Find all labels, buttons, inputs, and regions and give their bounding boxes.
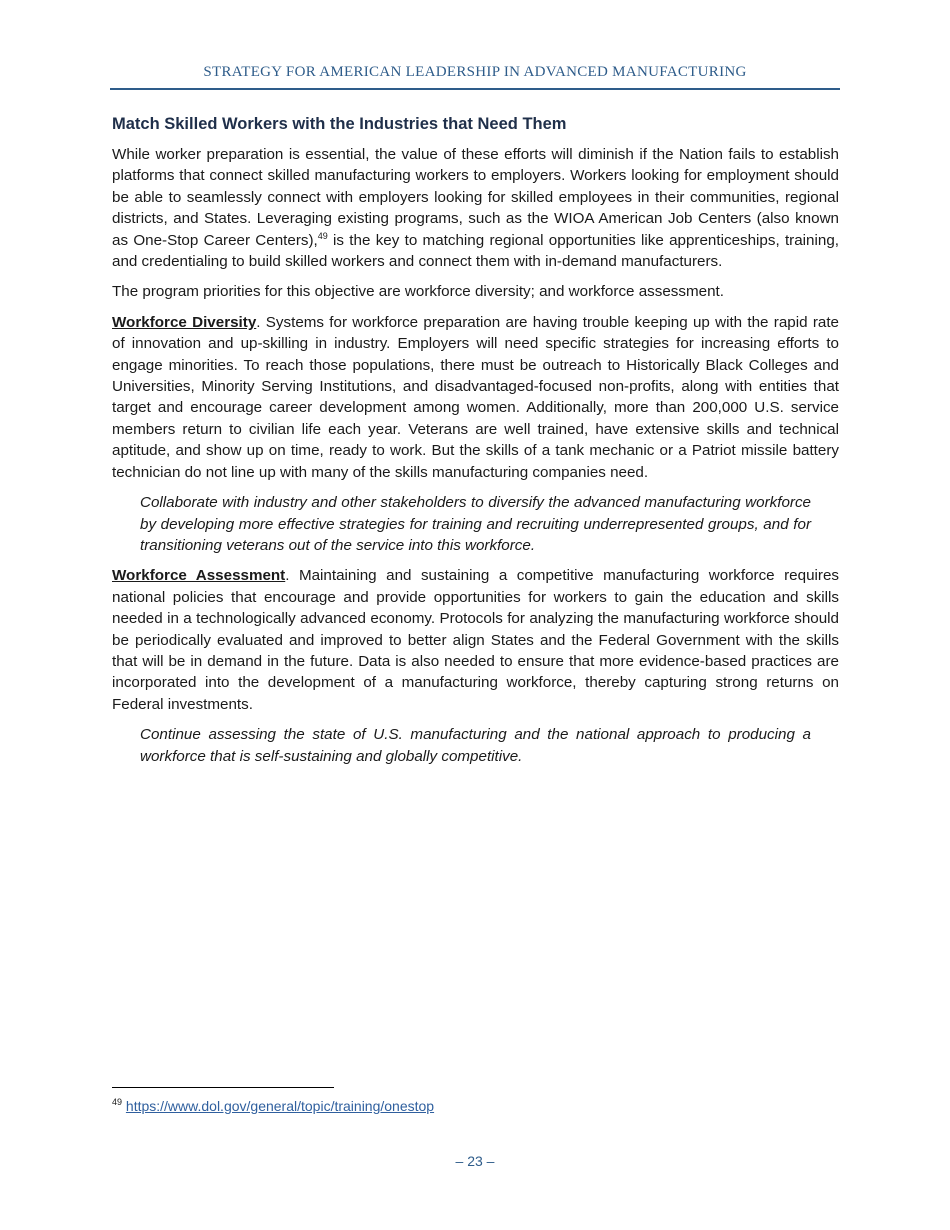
assessment-goal: Continue assessing the state of U.S. manufacturing and the national approach to producing a workforce that is self-sustaining and globally competitive. xyxy=(140,726,811,765)
assessment-paragraph xyxy=(112,565,839,715)
header-rule xyxy=(110,88,840,90)
footnote xyxy=(112,1098,812,1114)
footnote-reference[interactable]: 49 xyxy=(317,230,328,241)
priorities-paragraph: The program priorities for this objective are workforce diversity; and workforce assessment. xyxy=(112,283,724,301)
assessment-label: Workforce Assessment xyxy=(112,567,286,585)
diversity-label: Workforce Diversity xyxy=(112,313,257,331)
intro-text-1: While worker preparation is essential, the value of these efforts will diminish if the Nation fails to establish platforms that connect skilled manufacturing workers to employers. Workers looking for employment should be able to seamlessly connect with employers looking for skilled employees in their communities, regional districts, and States. Leveraging existing programs, such as the WIOA American Job Centers (also known as One-Stop Career Centers), xyxy=(112,146,839,249)
footnote-number: 49 xyxy=(112,1097,123,1107)
main-content xyxy=(112,112,839,776)
diversity-text: . Systems for workforce preparation are having trouble keeping up with the rapid rate of innovation and up-skilling in industry. Employers will need specific strategies for increasing efforts to engage minorities. To reach those populations, there must be outreach to Historically Black Colleges and Universities, Minority Serving Institutions, and disadvantaged-focused non-profits, along with entities that target and encourage career development among women. Additionally, more than 200,000 U.S. service members return to civilian life each year. Veterans are well trained, have extensive skills and technical aptitude, and show up on time, ready to work. But the skills of a tank mechanic or a Patriot missile battery technician do not line up with many of the skills manufacturing companies need. xyxy=(112,313,839,481)
footnote-rule xyxy=(112,1087,334,1088)
page-number: – 23 – xyxy=(455,1153,495,1169)
footnote-link[interactable]: https://www.dol.gov/general/topic/training/onestop xyxy=(125,1098,435,1114)
intro-text-2: is the key to matching regional opportunities like apprenticeships, training, and credentialing to build skilled workers and connect them with in-demand manufacturers. xyxy=(112,231,839,271)
assessment-text: . Maintaining and sustaining a competitive manufacturing workforce requires national policies that encourage and provide opportunities for workers to gain the education and skills needed in a technologically advanced economy. Protocols for analyzing the manufacturing workforce should be periodically evaluated and improved to better align States and the Federal Government with the skills that will be in demand in the future. Data is also needed to ensure that more evidence-based practices are incorporated into the development of a manufacturing workforce, thereby capturing strong returns on Federal investments. xyxy=(112,567,839,713)
diversity-paragraph xyxy=(112,312,839,483)
diversity-goal: Collaborate with industry and other stakeholders to diversify the advanced manufacturing workforce by developing more effective strategies for training and recruiting underrepresented groups, and for transitioning veterans out of the service into this workforce. xyxy=(140,494,811,554)
section-heading: Match Skilled Workers with the Industries that Need Them xyxy=(112,115,567,133)
intro-paragraph xyxy=(112,144,839,272)
running-header: STRATEGY FOR AMERICAN LEADERSHIP IN ADVANCED MANUFACTURING xyxy=(203,64,747,80)
